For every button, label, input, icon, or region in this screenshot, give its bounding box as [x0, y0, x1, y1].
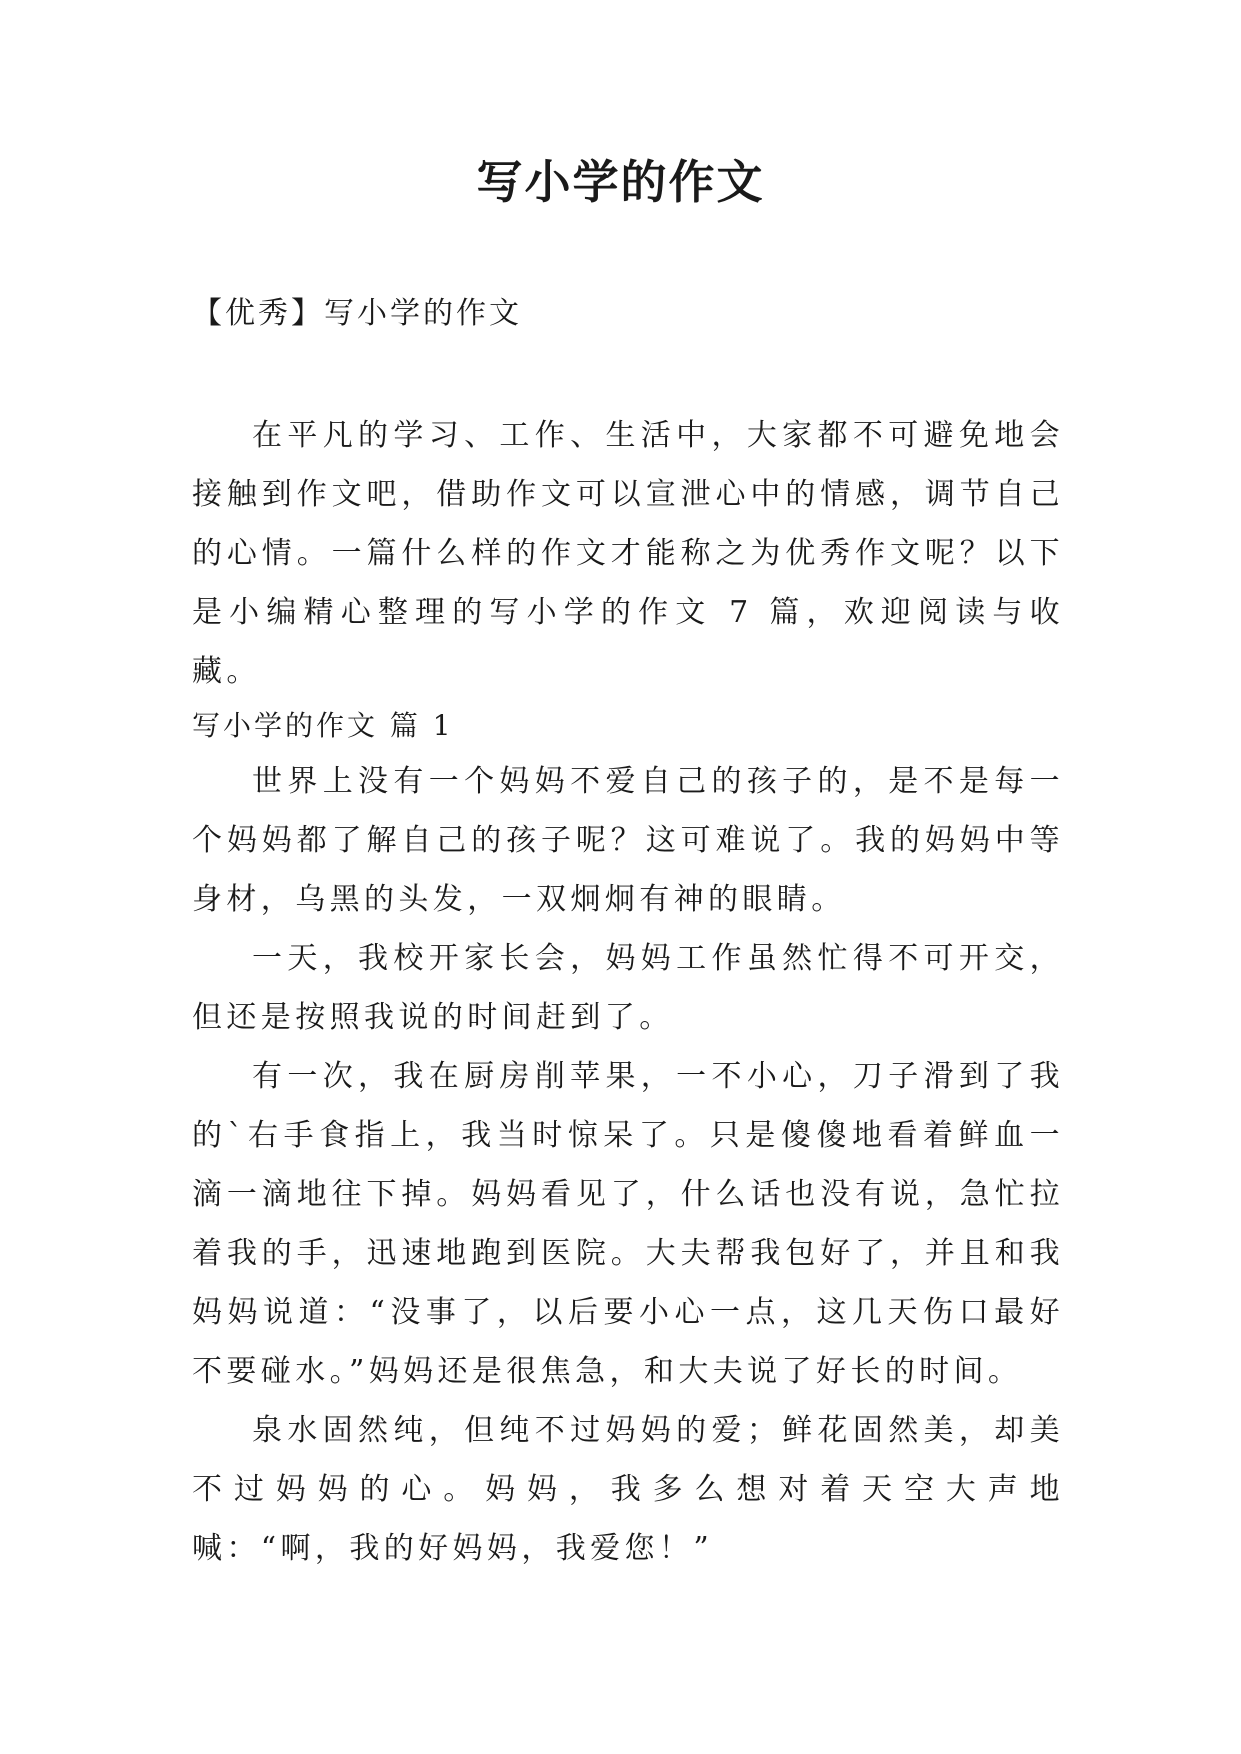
article-paragraph: 有一次，我在厨房削苹果，一不小心，刀子滑到了我的`右手食指上，我当时惊呆了。只是傻傻地看着鲜血一滴一滴地往下掉。妈妈看见了，什么话也没有说，急忙拉着我的手，迅速地跑到医院。大夫帮我包好了，并且和我妈妈说道：“没事了，以后要小心一点，这几天伤口最好不要碰水。”妈妈还是很焦急，和大夫说了好长的时间。 [192, 1059, 1064, 1389]
intro-paragraph: 在平凡的学习、工作、生活中，大家都不可避免地会接触到作文吧，借助作文可以宣泄心中的情感，调节自己的心情。一篇什么样的作文才能称之为优秀作文呢？以下是小编精心整理的写小学的作文 7 篇，欢迎阅读与收藏。 [192, 418, 1064, 689]
intro-section [192, 406, 1064, 701]
article-paragraph: 泉水固然纯，但纯不过妈妈的爱；鲜花固然美，却美不过妈妈的心。妈妈，我多么想对着天空大声地喊：“啊，我的好妈妈，我爱您！” [192, 1413, 1064, 1566]
article-body [192, 752, 1064, 1578]
article-paragraph: 世界上没有一个妈妈不爱自己的孩子的，是不是每一个妈妈都了解自己的孩子呢？这可难说了。我的妈妈中等身材，乌黑的头发，一双炯炯有神的眼睛。 [192, 764, 1064, 917]
page-title: 写小学的作文 [476, 155, 765, 209]
section-heading: 写小学的作文 篇 1 [192, 709, 454, 742]
document-subtitle: 【优秀】写小学的作文 [192, 296, 522, 331]
article-paragraph: 一天，我校开家长会，妈妈工作虽然忙得不可开交，但还是按照我说的时间赶到了。 [192, 941, 1064, 1035]
